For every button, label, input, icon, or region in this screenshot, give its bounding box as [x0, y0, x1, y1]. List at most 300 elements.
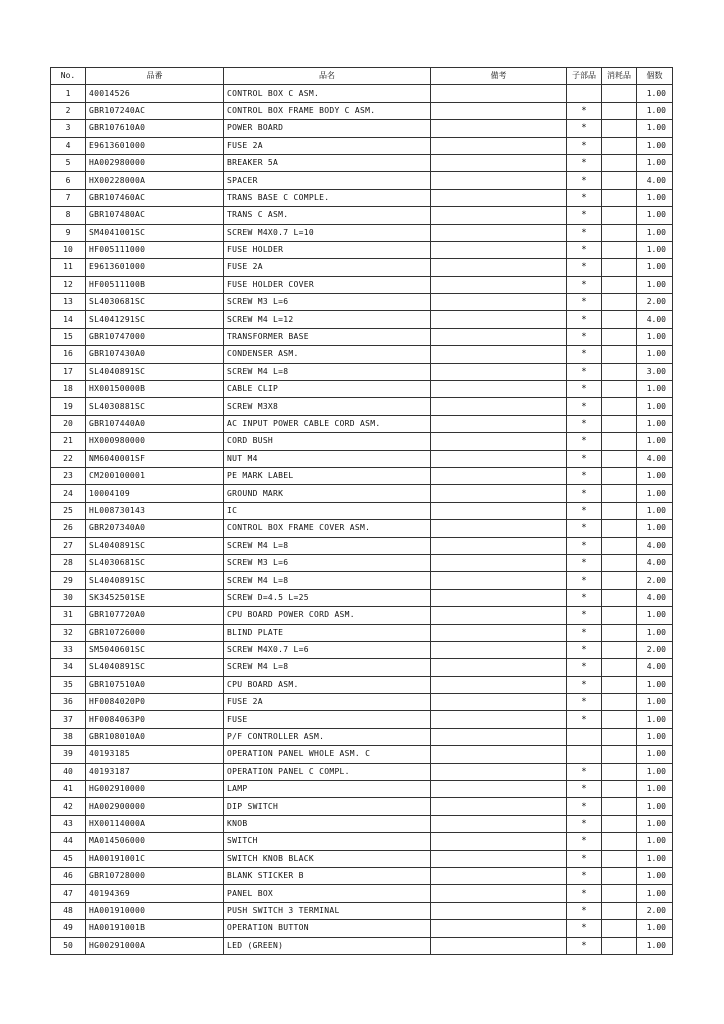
cell-child-part: *	[567, 711, 602, 728]
cell-qty: 1.00	[637, 381, 673, 398]
cell-name: FUSE HOLDER COVER	[224, 276, 431, 293]
cell-consumable	[602, 833, 637, 850]
cell-name: NUT M4	[224, 450, 431, 467]
cell-part-no: HA00191001B	[86, 920, 224, 937]
cell-name: SCREW M4 L=8	[224, 659, 431, 676]
cell-consumable	[602, 328, 637, 345]
cell-child-part: *	[567, 502, 602, 519]
cell-part-no: HX00228000A	[86, 172, 224, 189]
cell-no: 6	[51, 172, 86, 189]
table-row	[51, 607, 673, 624]
cell-remarks	[431, 589, 567, 606]
cell-qty: 1.00	[637, 102, 673, 119]
cell-part-no: SM4041001SC	[86, 224, 224, 241]
cell-remarks	[431, 659, 567, 676]
cell-part-no: E9613601000	[86, 137, 224, 154]
cell-child-part: *	[567, 381, 602, 398]
cell-no: 22	[51, 450, 86, 467]
cell-no: 44	[51, 833, 86, 850]
cell-qty: 1.00	[637, 920, 673, 937]
cell-consumable	[602, 554, 637, 571]
cell-no: 1	[51, 85, 86, 102]
cell-remarks	[431, 276, 567, 293]
cell-remarks	[431, 137, 567, 154]
header-qty: 個数	[637, 68, 673, 85]
cell-remarks	[431, 676, 567, 693]
cell-child-part: *	[567, 920, 602, 937]
cell-consumable	[602, 294, 637, 311]
cell-remarks	[431, 537, 567, 554]
cell-remarks	[431, 833, 567, 850]
cell-no: 40	[51, 763, 86, 780]
cell-part-no: 40193187	[86, 763, 224, 780]
cell-qty: 1.00	[637, 207, 673, 224]
cell-remarks	[431, 572, 567, 589]
cell-part-no: 40014526	[86, 85, 224, 102]
table-row	[51, 381, 673, 398]
cell-name: POWER BOARD	[224, 120, 431, 137]
cell-part-no: SL4041291SC	[86, 311, 224, 328]
cell-consumable	[602, 537, 637, 554]
cell-name: CABLE CLIP	[224, 381, 431, 398]
cell-remarks	[431, 607, 567, 624]
cell-name: FUSE	[224, 711, 431, 728]
cell-no: 32	[51, 624, 86, 641]
table-row	[51, 137, 673, 154]
cell-remarks	[431, 554, 567, 571]
table-row	[51, 485, 673, 502]
cell-part-no: SL4040891SC	[86, 659, 224, 676]
cell-part-no: HF0084020P0	[86, 694, 224, 711]
cell-qty: 1.00	[637, 137, 673, 154]
cell-part-no: GBR107440A0	[86, 415, 224, 432]
table-row	[51, 659, 673, 676]
cell-name: BREAKER 5A	[224, 154, 431, 171]
cell-qty: 2.00	[637, 294, 673, 311]
cell-child-part: *	[567, 694, 602, 711]
cell-child-part: *	[567, 172, 602, 189]
cell-name: TRANS C ASM.	[224, 207, 431, 224]
table-row	[51, 450, 673, 467]
cell-child-part: *	[567, 520, 602, 537]
table-row	[51, 763, 673, 780]
cell-part-no: GBR107460AC	[86, 189, 224, 206]
cell-name: OPERATION PANEL WHOLE ASM. C	[224, 746, 431, 763]
cell-remarks	[431, 763, 567, 780]
cell-child-part: *	[567, 294, 602, 311]
cell-qty: 4.00	[637, 589, 673, 606]
cell-part-no: SK3452501SE	[86, 589, 224, 606]
cell-part-no: HA00191001C	[86, 850, 224, 867]
cell-consumable	[602, 137, 637, 154]
cell-qty: 3.00	[637, 363, 673, 380]
cell-no: 36	[51, 694, 86, 711]
cell-consumable	[602, 607, 637, 624]
table-row	[51, 798, 673, 815]
table-row	[51, 398, 673, 415]
cell-child-part: *	[567, 311, 602, 328]
cell-no: 43	[51, 815, 86, 832]
cell-part-no: GBR10747000	[86, 328, 224, 345]
cell-no: 35	[51, 676, 86, 693]
table-row	[51, 867, 673, 884]
cell-part-no: 40193185	[86, 746, 224, 763]
cell-remarks	[431, 120, 567, 137]
cell-no: 7	[51, 189, 86, 206]
cell-no: 42	[51, 798, 86, 815]
cell-no: 28	[51, 554, 86, 571]
table-row	[51, 676, 673, 693]
cell-no: 13	[51, 294, 86, 311]
cell-name: FUSE 2A	[224, 694, 431, 711]
cell-part-no: HF00511100B	[86, 276, 224, 293]
cell-name: SCREW M4 L=8	[224, 537, 431, 554]
table-row	[51, 728, 673, 745]
cell-remarks	[431, 363, 567, 380]
cell-name: BLIND PLATE	[224, 624, 431, 641]
cell-part-no: SM5040601SC	[86, 641, 224, 658]
cell-remarks	[431, 746, 567, 763]
cell-part-no: GBR107480AC	[86, 207, 224, 224]
cell-consumable	[602, 102, 637, 119]
cell-no: 4	[51, 137, 86, 154]
cell-part-no: NM6040001SF	[86, 450, 224, 467]
cell-qty: 1.00	[637, 867, 673, 884]
cell-no: 2	[51, 102, 86, 119]
table-row	[51, 502, 673, 519]
table-row	[51, 537, 673, 554]
table-row	[51, 363, 673, 380]
cell-remarks	[431, 415, 567, 432]
cell-child-part: *	[567, 902, 602, 919]
cell-no: 24	[51, 485, 86, 502]
cell-remarks	[431, 311, 567, 328]
cell-consumable	[602, 450, 637, 467]
table-row	[51, 572, 673, 589]
cell-remarks	[431, 885, 567, 902]
cell-child-part: *	[567, 763, 602, 780]
cell-name: SCREW M4 L=12	[224, 311, 431, 328]
cell-part-no: GBR107720A0	[86, 607, 224, 624]
table-row	[51, 311, 673, 328]
cell-remarks	[431, 241, 567, 258]
cell-consumable	[602, 485, 637, 502]
header-part-no: 品番	[86, 68, 224, 85]
cell-part-no: GBR108010A0	[86, 728, 224, 745]
cell-qty: 1.00	[637, 937, 673, 954]
cell-child-part: *	[567, 433, 602, 450]
cell-name: CONDENSER ASM.	[224, 346, 431, 363]
table-row	[51, 589, 673, 606]
parts-list-table	[50, 67, 673, 955]
cell-part-no: HG002910000	[86, 781, 224, 798]
cell-consumable	[602, 381, 637, 398]
cell-remarks	[431, 902, 567, 919]
cell-child-part: *	[567, 624, 602, 641]
cell-consumable	[602, 920, 637, 937]
cell-qty: 1.00	[637, 694, 673, 711]
cell-name: DIP SWITCH	[224, 798, 431, 815]
table-body	[51, 85, 673, 955]
cell-consumable	[602, 885, 637, 902]
table-row	[51, 259, 673, 276]
table-row	[51, 172, 673, 189]
cell-name: SCREW M3 L=6	[224, 554, 431, 571]
cell-consumable	[602, 433, 637, 450]
cell-remarks	[431, 485, 567, 502]
table-row	[51, 328, 673, 345]
cell-name: SCREW D=4.5 L=25	[224, 589, 431, 606]
cell-consumable	[602, 502, 637, 519]
header-name: 品名	[224, 68, 431, 85]
cell-no: 33	[51, 641, 86, 658]
table-row	[51, 346, 673, 363]
cell-child-part: *	[567, 102, 602, 119]
cell-no: 37	[51, 711, 86, 728]
cell-child-part	[567, 746, 602, 763]
table-row	[51, 276, 673, 293]
cell-name: GROUND MARK	[224, 485, 431, 502]
cell-child-part: *	[567, 154, 602, 171]
cell-name: SCREW M3X8	[224, 398, 431, 415]
cell-consumable	[602, 728, 637, 745]
cell-qty: 1.00	[637, 346, 673, 363]
cell-remarks	[431, 102, 567, 119]
cell-qty: 2.00	[637, 902, 673, 919]
cell-consumable	[602, 276, 637, 293]
cell-part-no: HA001910000	[86, 902, 224, 919]
cell-consumable	[602, 781, 637, 798]
cell-child-part: *	[567, 833, 602, 850]
cell-consumable	[602, 815, 637, 832]
cell-no: 48	[51, 902, 86, 919]
table-row	[51, 920, 673, 937]
table-row	[51, 554, 673, 571]
cell-child-part: *	[567, 328, 602, 345]
cell-name: PUSH SWITCH 3 TERMINAL	[224, 902, 431, 919]
parts-list-sheet	[50, 67, 672, 955]
cell-name: SWITCH	[224, 833, 431, 850]
cell-qty: 1.00	[637, 728, 673, 745]
cell-remarks	[431, 328, 567, 345]
cell-consumable	[602, 937, 637, 954]
table-row	[51, 189, 673, 206]
table-row	[51, 815, 673, 832]
cell-part-no: SL4040891SC	[86, 363, 224, 380]
cell-name: CONTROL BOX C ASM.	[224, 85, 431, 102]
cell-name: KNOB	[224, 815, 431, 832]
cell-child-part: *	[567, 346, 602, 363]
cell-consumable	[602, 676, 637, 693]
cell-qty: 1.00	[637, 398, 673, 415]
cell-no: 17	[51, 363, 86, 380]
cell-no: 26	[51, 520, 86, 537]
cell-no: 18	[51, 381, 86, 398]
cell-child-part: *	[567, 207, 602, 224]
cell-qty: 1.00	[637, 815, 673, 832]
cell-child-part: *	[567, 659, 602, 676]
cell-qty: 1.00	[637, 624, 673, 641]
cell-no: 41	[51, 781, 86, 798]
cell-consumable	[602, 902, 637, 919]
cell-qty: 1.00	[637, 502, 673, 519]
cell-part-no: HA002980000	[86, 154, 224, 171]
cell-name: SCREW M4X0.7 L=10	[224, 224, 431, 241]
cell-qty: 4.00	[637, 450, 673, 467]
cell-child-part: *	[567, 485, 602, 502]
cell-name: TRANSFORMER BASE	[224, 328, 431, 345]
cell-child-part: *	[567, 554, 602, 571]
cell-qty: 1.00	[637, 850, 673, 867]
cell-part-no: GBR207340A0	[86, 520, 224, 537]
table-row	[51, 207, 673, 224]
cell-no: 31	[51, 607, 86, 624]
cell-no: 49	[51, 920, 86, 937]
cell-child-part: *	[567, 537, 602, 554]
cell-qty: 1.00	[637, 224, 673, 241]
cell-name: FUSE 2A	[224, 137, 431, 154]
cell-part-no: HX00150000B	[86, 381, 224, 398]
cell-remarks	[431, 694, 567, 711]
cell-qty: 1.00	[637, 798, 673, 815]
cell-child-part: *	[567, 467, 602, 484]
cell-remarks	[431, 937, 567, 954]
cell-no: 47	[51, 885, 86, 902]
table-row	[51, 102, 673, 119]
table-header-row	[51, 68, 673, 85]
cell-remarks	[431, 346, 567, 363]
cell-remarks	[431, 85, 567, 102]
cell-name: SCREW M4 L=8	[224, 572, 431, 589]
cell-no: 14	[51, 311, 86, 328]
cell-remarks	[431, 920, 567, 937]
cell-no: 21	[51, 433, 86, 450]
cell-remarks	[431, 189, 567, 206]
cell-name: PE MARK LABEL	[224, 467, 431, 484]
cell-no: 34	[51, 659, 86, 676]
table-row	[51, 833, 673, 850]
cell-no: 29	[51, 572, 86, 589]
cell-qty: 1.00	[637, 85, 673, 102]
cell-qty: 1.00	[637, 885, 673, 902]
cell-name: SWITCH KNOB BLACK	[224, 850, 431, 867]
cell-consumable	[602, 746, 637, 763]
cell-remarks	[431, 294, 567, 311]
cell-child-part	[567, 85, 602, 102]
cell-consumable	[602, 850, 637, 867]
cell-name: CPU BOARD ASM.	[224, 676, 431, 693]
cell-qty: 1.00	[637, 607, 673, 624]
cell-child-part: *	[567, 815, 602, 832]
cell-qty: 1.00	[637, 781, 673, 798]
cell-child-part: *	[567, 572, 602, 589]
cell-part-no: E9613601000	[86, 259, 224, 276]
table-row	[51, 294, 673, 311]
cell-remarks	[431, 728, 567, 745]
cell-qty: 4.00	[637, 554, 673, 571]
cell-consumable	[602, 624, 637, 641]
cell-qty: 1.00	[637, 746, 673, 763]
cell-name: OPERATION PANEL C COMPL.	[224, 763, 431, 780]
cell-part-no: GBR10728000	[86, 867, 224, 884]
cell-name: BLANK STICKER B	[224, 867, 431, 884]
cell-consumable	[602, 867, 637, 884]
cell-part-no: 40194369	[86, 885, 224, 902]
cell-child-part: *	[567, 885, 602, 902]
cell-remarks	[431, 207, 567, 224]
table-row	[51, 467, 673, 484]
cell-remarks	[431, 798, 567, 815]
cell-name: CORD BUSH	[224, 433, 431, 450]
cell-name: CPU BOARD POWER CORD ASM.	[224, 607, 431, 624]
cell-part-no: HG00291000A	[86, 937, 224, 954]
cell-consumable	[602, 711, 637, 728]
cell-qty: 1.00	[637, 485, 673, 502]
cell-remarks	[431, 154, 567, 171]
table-row	[51, 624, 673, 641]
cell-remarks	[431, 259, 567, 276]
cell-no: 19	[51, 398, 86, 415]
cell-qty: 4.00	[637, 311, 673, 328]
cell-consumable	[602, 346, 637, 363]
cell-no: 27	[51, 537, 86, 554]
cell-consumable	[602, 659, 637, 676]
cell-qty: 4.00	[637, 172, 673, 189]
cell-qty: 1.00	[637, 676, 673, 693]
table-row	[51, 415, 673, 432]
cell-consumable	[602, 311, 637, 328]
cell-qty: 1.00	[637, 120, 673, 137]
cell-child-part: *	[567, 850, 602, 867]
cell-name: TRANS BASE C COMPLE.	[224, 189, 431, 206]
cell-name: OPERATION BUTTON	[224, 920, 431, 937]
cell-no: 38	[51, 728, 86, 745]
header-remarks: 備考	[431, 68, 567, 85]
table-row	[51, 641, 673, 658]
table-row	[51, 781, 673, 798]
cell-remarks	[431, 467, 567, 484]
cell-consumable	[602, 207, 637, 224]
cell-name: CONTROL BOX FRAME BODY C ASM.	[224, 102, 431, 119]
cell-no: 15	[51, 328, 86, 345]
cell-qty: 1.00	[637, 189, 673, 206]
cell-no: 8	[51, 207, 86, 224]
cell-child-part: *	[567, 607, 602, 624]
cell-name: PANEL BOX	[224, 885, 431, 902]
cell-no: 11	[51, 259, 86, 276]
cell-part-no: CM200100001	[86, 467, 224, 484]
cell-consumable	[602, 363, 637, 380]
table-row	[51, 154, 673, 171]
cell-remarks	[431, 381, 567, 398]
cell-child-part: *	[567, 398, 602, 415]
cell-no: 9	[51, 224, 86, 241]
cell-name: LED (GREEN)	[224, 937, 431, 954]
cell-qty: 2.00	[637, 641, 673, 658]
header-consumable: 消耗品	[602, 68, 637, 85]
cell-part-no: HF0084063P0	[86, 711, 224, 728]
cell-part-no: GBR107610A0	[86, 120, 224, 137]
cell-part-no: 10004109	[86, 485, 224, 502]
cell-name: FUSE 2A	[224, 259, 431, 276]
cell-name: CONTROL BOX FRAME COVER ASM.	[224, 520, 431, 537]
cell-consumable	[602, 172, 637, 189]
cell-child-part: *	[567, 589, 602, 606]
cell-qty: 1.00	[637, 328, 673, 345]
cell-child-part: *	[567, 937, 602, 954]
cell-remarks	[431, 624, 567, 641]
cell-consumable	[602, 572, 637, 589]
